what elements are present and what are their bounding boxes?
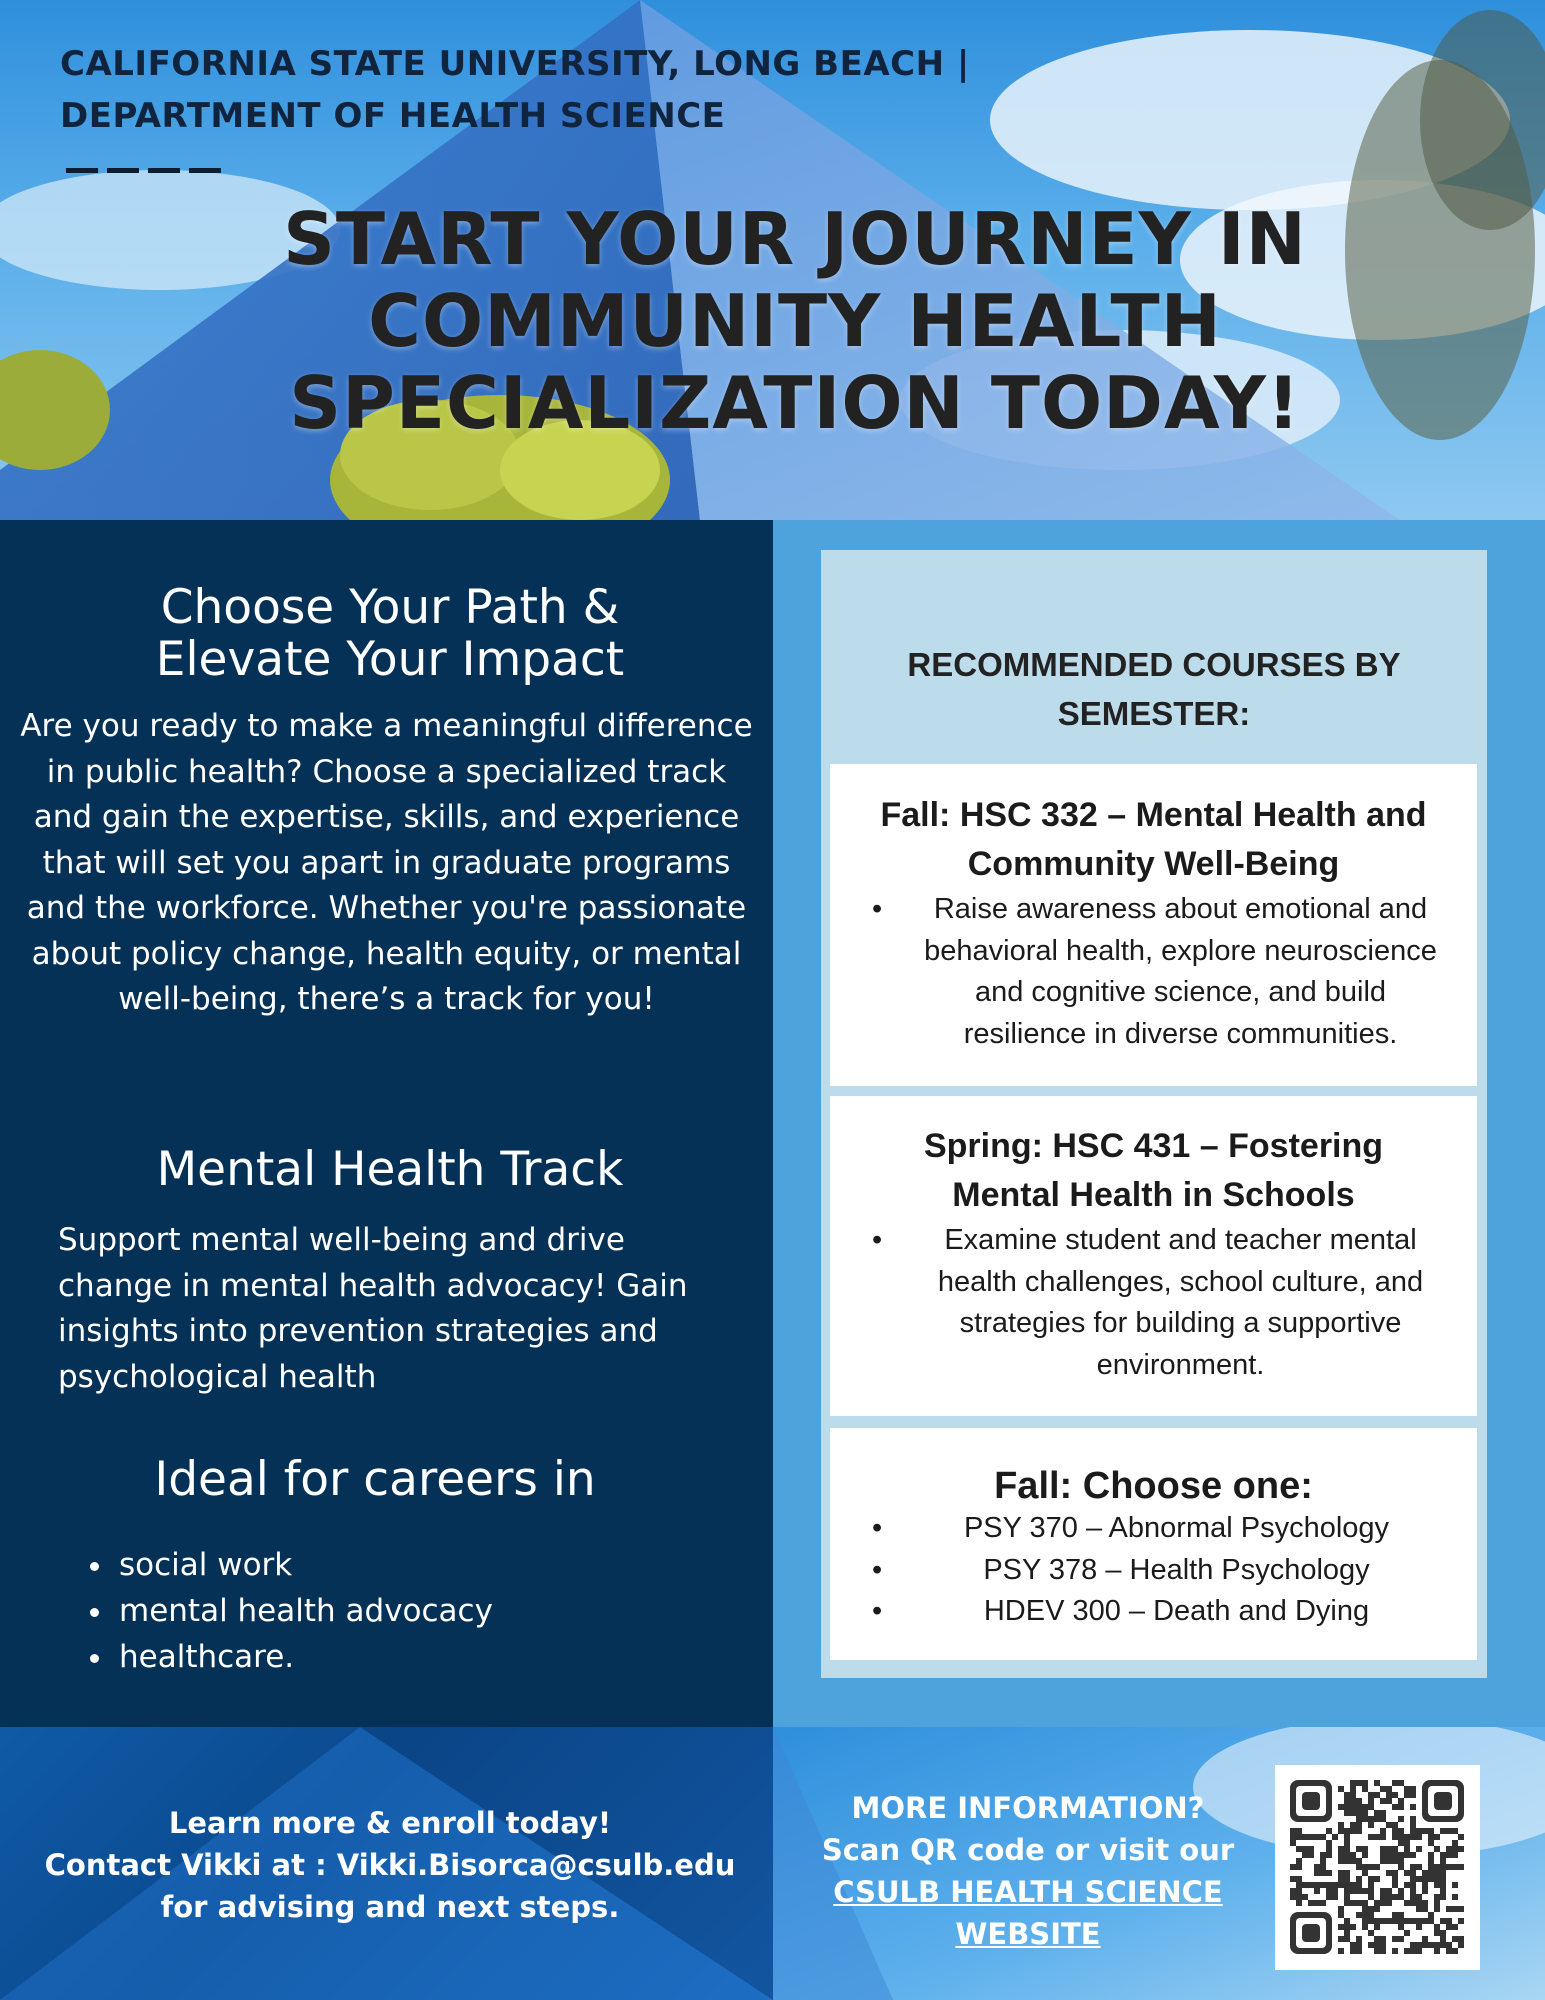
bullet-icon: •: [872, 893, 883, 925]
course-description-text: Examine student and teacher mental health challenges, school culture, and strategies for building a supportive environment.: [937, 1224, 1424, 1381]
course-title-line-1: Spring: HSC 431 – Fostering: [923, 1127, 1384, 1165]
track-heading: Mental Health Track: [156, 1142, 624, 1197]
courses-heading-line-1: RECOMMENDED COURSES BY: [907, 646, 1401, 683]
intro-heading-line-2: Elevate Your Impact: [155, 632, 625, 687]
careers-list: [80, 1542, 493, 1680]
title-line-2: COMMUNITY HEALTH: [368, 279, 1222, 363]
hero-banner: [0, 0, 1545, 520]
more-info-line-2: Scan QR code or visit our: [821, 1833, 1235, 1867]
bullet-icon: •: [872, 1595, 883, 1627]
university-department-header: [60, 38, 1060, 142]
contact-footer: [0, 1727, 773, 2000]
contact-line-2[interactable]: Contact Vikki at : Vikki.Bisorca@csulb.edu: [44, 1848, 736, 1882]
career-item: • healthcare.: [115, 1634, 493, 1680]
course-card-fall-elective: [830, 1428, 1477, 1660]
bullet-icon: •: [872, 1553, 883, 1586]
org-line-1: CALIFORNIA STATE UNIVERSITY, LONG BEACH |: [60, 44, 970, 84]
careers-heading: Ideal for careers in: [154, 1452, 596, 1507]
elective-option-text: PSY 378 – Health Psychology: [983, 1553, 1370, 1586]
more-info-footer: [773, 1727, 1545, 2000]
intro-heading: [60, 582, 720, 686]
course-title-line-1: Fall: HSC 332 – Mental Health and: [880, 796, 1427, 834]
recommended-courses-panel: [821, 550, 1487, 1678]
title-line-1: START YOUR JOURNEY IN: [283, 197, 1307, 281]
course-description: [830, 1220, 1477, 1386]
course-description: [830, 889, 1477, 1055]
courses-heading-line-2: SEMESTER:: [1057, 695, 1251, 732]
track-info-column: [0, 520, 773, 1727]
bullet-icon: •: [872, 1512, 883, 1544]
link-line-1[interactable]: CSULB HEALTH SCIENCE: [833, 1875, 1223, 1909]
intro-heading-line-1: Choose Your Path &: [160, 580, 620, 635]
elective-option: [830, 1508, 1477, 1550]
course-title: [830, 1096, 1477, 1220]
course-title: Fall: Choose one:: [994, 1465, 1313, 1507]
course-card-spring-hsc431: [830, 1096, 1477, 1416]
contact-line-3: for advising and next steps.: [160, 1890, 620, 1924]
course-title: [830, 764, 1477, 889]
page-title: [230, 198, 1360, 444]
link-line-2[interactable]: WEBSITE: [955, 1917, 1101, 1951]
decorative-dash-divider: [66, 158, 230, 164]
career-item: • mental health advocacy: [115, 1588, 493, 1634]
qr-code-icon: [1275, 1765, 1480, 1970]
title-line-3: SPECIALIZATION TODAY!: [289, 361, 1301, 445]
health-science-website-link[interactable]: [793, 1871, 1263, 1955]
intro-paragraph: Are you ready to make a meaningful difference in public health? Choose a specialized track and gain the expertise, skills, and experience that will set you apart in graduate programs and the workforce. Whether you're passionate about policy change, health equity, or mental well-being, there’s a track for you!: [20, 708, 753, 1017]
more-info-text: [793, 1787, 1263, 1955]
bullet-icon: •: [872, 1224, 883, 1256]
course-description-list: [830, 889, 1477, 1055]
course-description-list: [830, 1220, 1477, 1386]
qr-code[interactable]: [1275, 1765, 1480, 1970]
course-title-line-2: Mental Health in Schools: [952, 1176, 1355, 1214]
course-description-text: Raise awareness about emotional and behavioral health, explore neuroscience and cognitive science, and build resilience in diverse communities.: [924, 893, 1437, 1050]
contact-info: [40, 1802, 740, 1928]
courses-column: [773, 520, 1545, 1727]
elective-option: [830, 1591, 1477, 1633]
org-line-2: DEPARTMENT OF HEALTH SCIENCE: [60, 96, 726, 136]
contact-line-1: Learn more & enroll today!: [168, 1806, 612, 1840]
elective-option-text: PSY 370 – Abnormal Psychology: [963, 1512, 1390, 1544]
course-card-fall-hsc332: [830, 764, 1477, 1086]
courses-heading: [821, 640, 1487, 738]
track-paragraph: Support mental well-being and drive change in mental health advocacy! Gain insights into prevention strategies and psychological health: [58, 1222, 688, 1395]
elective-options-list: [830, 1508, 1477, 1633]
more-info-line-1: MORE INFORMATION?: [851, 1791, 1205, 1825]
elective-option: [830, 1550, 1477, 1592]
career-item: • social work: [115, 1542, 493, 1588]
course-title-line-2: Community Well-Being: [967, 845, 1340, 883]
elective-option-text: HDEV 300 – Death and Dying: [983, 1595, 1370, 1627]
